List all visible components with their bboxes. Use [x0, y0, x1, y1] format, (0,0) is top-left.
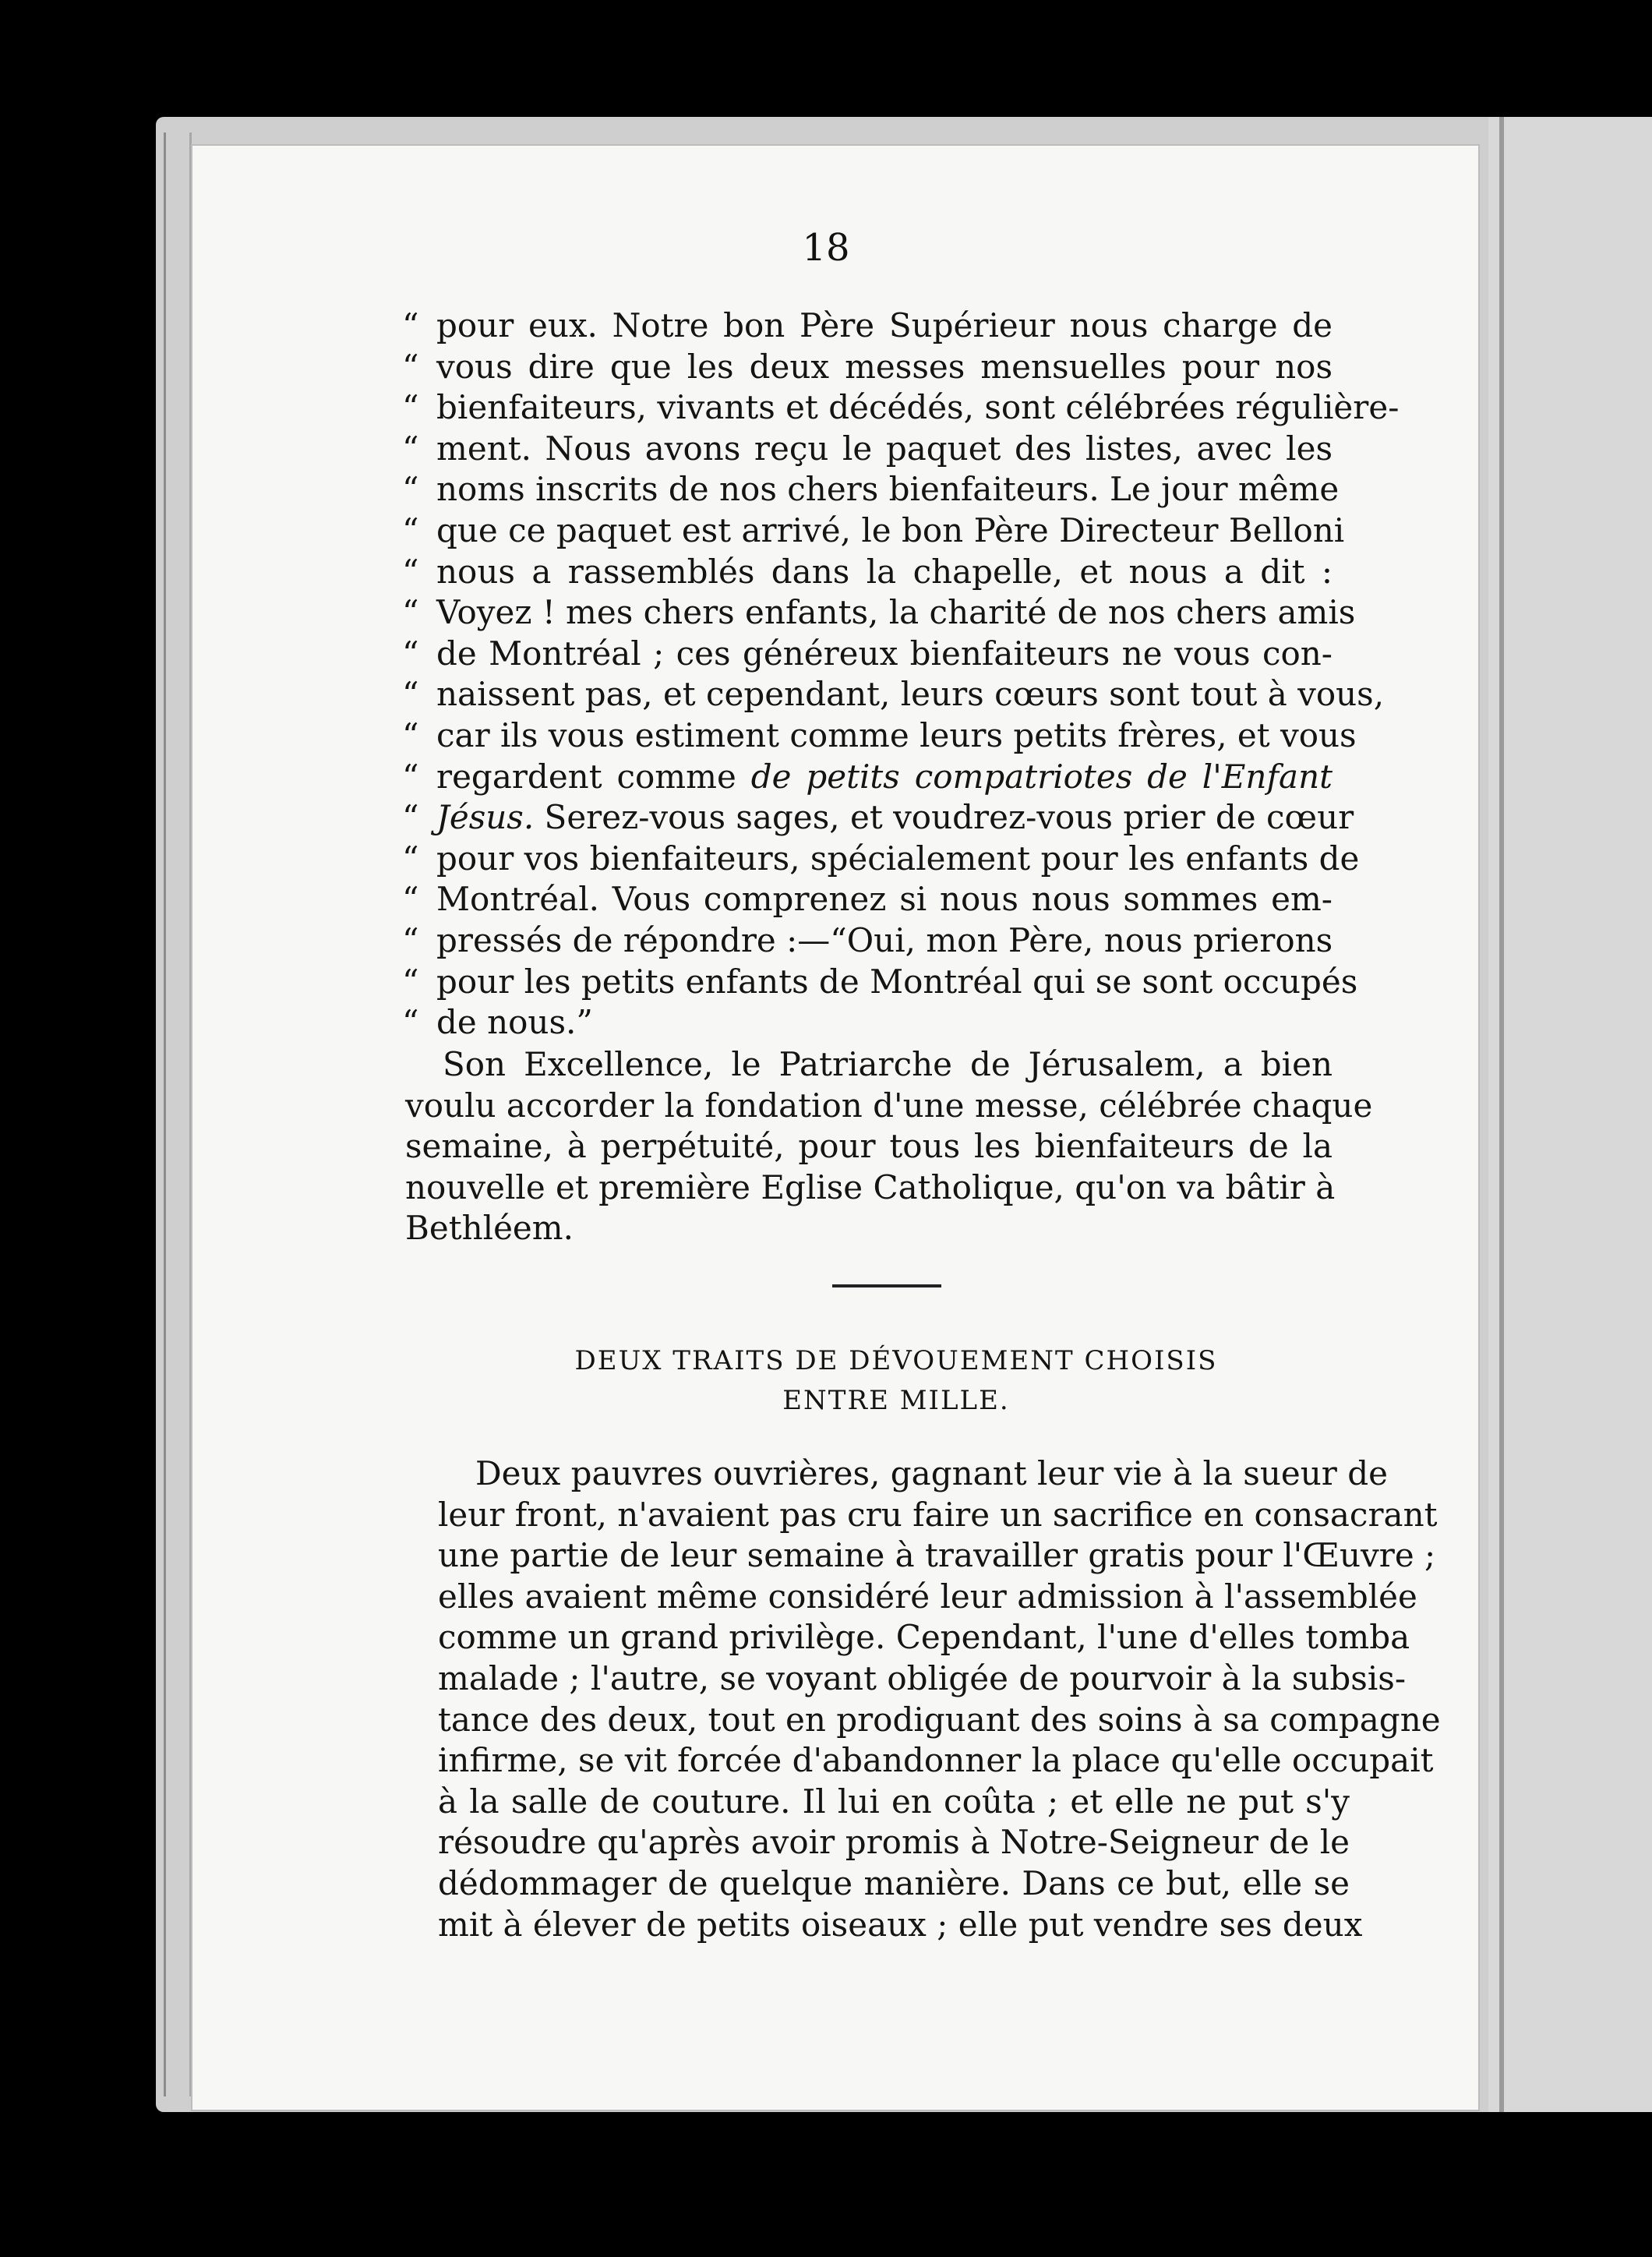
text-line: Deux pauvres ouvrières, gagnant leur vie à la sueur de [475, 1454, 1388, 1492]
text-line: comme un grand privilège. Cependant, l'une d'elles tomba [438, 1618, 1410, 1657]
text-line: Bethléem. [405, 1209, 574, 1248]
quote-line: “ pressés de répondre :—“Oui, mon Père, nous prierons [402, 920, 1333, 959]
section-divider [832, 1284, 941, 1287]
text-line: nouvelle et première Eglise Catholique, qu'on va bâtir à [405, 1167, 1336, 1206]
text-line: Son Excellence, le Patriarche de Jérusalem, a bien [443, 1045, 1333, 1083]
quote-line: “ de nous.” [402, 1003, 593, 1042]
text-line: résoudre qu'après avoir promis à Notre-Seigneur de le [438, 1823, 1350, 1862]
text-line: leur front, n'avaient pas cru faire un sacrifice en consacrant [438, 1495, 1438, 1534]
text-line: tance des deux, tout en prodiguant des soins à sa compagne [438, 1700, 1441, 1739]
quote-line: “ regardent comme de petits compatriotes de l'Enfant [402, 757, 1333, 796]
section-heading-line-2: ENTRE MILLE. [782, 1385, 1010, 1416]
quote-line: “ pour eux. Notre bon Père Supérieur nous charge de [402, 306, 1333, 344]
quoted-letter [402, 306, 1400, 1044]
text-line: infirme, se vit forcée d'abandonner la place qu'elle occupait [438, 1741, 1434, 1780]
quote-line: “ de Montréal ; ces généreux bienfaiteurs ne vous con- [402, 634, 1333, 673]
quote-line: “ que ce paquet est arrivé, le bon Père Directeur Belloni [402, 510, 1345, 549]
text-line: voulu accorder la fondation d'une messe, célébrée chaque [405, 1086, 1373, 1125]
quote-line: “ Jésus. Serez-vous sages, et voudrez-vous prier de cœur [402, 798, 1354, 837]
paragraph-workers [438, 1453, 1441, 1945]
page-number: 18 [802, 226, 850, 270]
facing-page-edge [1481, 117, 1652, 2112]
text-line: malade ; l'autre, se voyant obligée de pourvoir à la subsis- [438, 1658, 1407, 1697]
text-line: une partie de leur semaine à travailler gratis pour l'Œuvre ; [438, 1536, 1436, 1575]
quote-line: “ ment. Nous avons reçu le paquet des listes, avec les [402, 429, 1333, 468]
quote-line: “ bienfaiteurs, vivants et décédés, sont célébrées régulière- [402, 388, 1400, 427]
quote-line: “ vous dire que les deux messes mensuelles pour nos [402, 347, 1333, 386]
cover-edge-lines [164, 132, 192, 2096]
text-line: elles avaient même considéré leur admission à l'assemblée [438, 1577, 1417, 1616]
quote-line: “ Montréal. Vous comprenez si nous nous sommes em- [402, 880, 1333, 919]
text-line: mit à élever de petits oiseaux ; elle put vendre ses deux [438, 1905, 1363, 1944]
italic-phrase: de petits compatriotes de l'Enfant [750, 757, 1333, 796]
quote-line: “ Voyez ! mes chers enfants, la charité de nos chers amis [402, 593, 1356, 632]
section-heading: DEUX TRAITS DE DÉVOUEMENT CHOISIS [574, 1345, 1218, 1376]
italic-phrase: Jésus. [436, 798, 535, 837]
text-line: dédommager de quelque manière. Dans ce but, elle se [438, 1863, 1350, 1902]
quote-line: “ nous a rassemblés dans la chapelle, et nous a dit : [402, 552, 1333, 591]
quote-line: “ naissent pas, et cependant, leurs cœurs sont tout à vous, [402, 675, 1385, 714]
quote-line: “ pour les petits enfants de Montréal qui se sont occupés [402, 962, 1358, 1001]
text-line: semaine, à perpétuité, pour tous les bienfaiteurs de la [405, 1127, 1333, 1166]
quote-line: “ noms inscrits de nos chers bienfaiteurs. Le jour même [402, 470, 1340, 509]
quote-line: “ pour vos bienfaiteurs, spécialement pour les enfants de [402, 839, 1360, 878]
text-line: à la salle de couture. Il lui en coûta ; et elle ne put s'y [438, 1782, 1350, 1821]
paragraph-patriarch [405, 1044, 1373, 1249]
quote-line: “ car ils vous estiment comme leurs petits frères, et vous [402, 715, 1357, 754]
